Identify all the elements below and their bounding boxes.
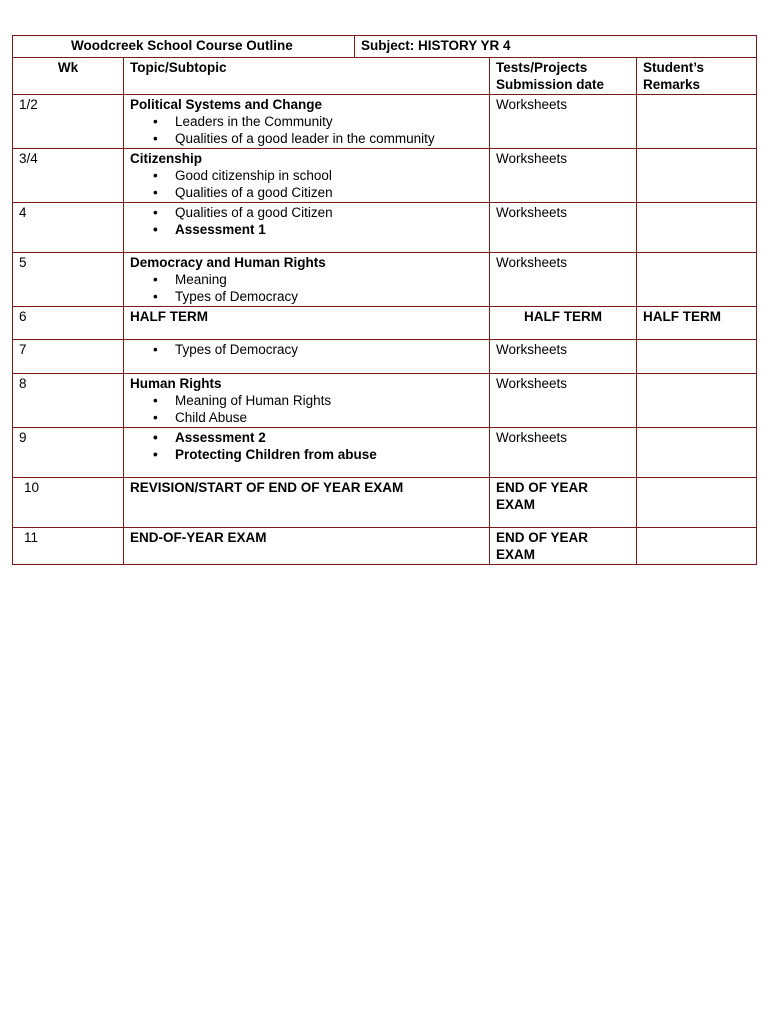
col-header-tests: Tests/Projects Submission date (490, 57, 637, 94)
topic-cell (124, 94, 490, 148)
week-cell: 6 (13, 306, 124, 339)
list-item: • Types of Democracy (175, 288, 483, 305)
topic-cell (124, 202, 490, 252)
table-row (13, 94, 757, 148)
col-header-remarks: Student’s Remarks (637, 57, 757, 94)
remarks-cell (637, 527, 757, 564)
course-outline (12, 35, 756, 565)
subtopic-list (130, 341, 483, 358)
tests-cell: Worksheets (490, 94, 637, 148)
tests-cell: END OF YEAR EXAM (490, 477, 637, 527)
outline-header-table (12, 35, 757, 58)
list-item: • Qualities of a good Citizen (175, 204, 483, 221)
list-item: • Assessment 1 (175, 221, 483, 238)
list-item: • Protecting Children from abuse (175, 446, 483, 463)
week-cell: 10 (13, 477, 124, 527)
table-row (13, 477, 757, 527)
outline-header-row (13, 36, 757, 58)
remarks-cell (637, 148, 757, 202)
remarks-cell (637, 94, 757, 148)
topic-heading: Human Rights (130, 375, 222, 391)
col-header-wk: Wk (13, 57, 124, 94)
column-header-row (13, 57, 757, 94)
week-cell: 3/4 (13, 148, 124, 202)
subtopic-list (130, 113, 483, 147)
list-item: • Qualities of a good leader in the community (175, 130, 483, 147)
tests-cell: Worksheets (490, 252, 637, 306)
subject-label: Subject: HISTORY YR 4 (355, 36, 757, 58)
tests-cell: END OF YEAR EXAM (490, 527, 637, 564)
subtopic-list (130, 167, 483, 201)
tests-cell: Worksheets (490, 148, 637, 202)
tests-cell: HALF TERM (490, 306, 637, 339)
topic-heading: END-OF-YEAR EXAM (124, 527, 490, 564)
week-cell: 9 (13, 427, 124, 477)
tests-cell: Worksheets (490, 373, 637, 427)
col-header-topic: Topic/Subtopic (124, 57, 490, 94)
topic-cell (124, 339, 490, 373)
table-row (13, 373, 757, 427)
topic-heading: HALF TERM (124, 306, 490, 339)
table-row (13, 202, 757, 252)
tests-cell: Worksheets (490, 427, 637, 477)
topic-heading: Political Systems and Change (130, 96, 323, 112)
subtopic-list (130, 392, 483, 426)
table-row (13, 252, 757, 306)
document-title: Woodcreek School Course Outline (13, 36, 355, 58)
subtopic-list (130, 429, 483, 463)
topic-cell (124, 252, 490, 306)
remarks-cell: HALF TERM (637, 306, 757, 339)
remarks-cell (637, 202, 757, 252)
tests-cell: Worksheets (490, 339, 637, 373)
week-cell: 4 (13, 202, 124, 252)
table-row (13, 427, 757, 477)
remarks-cell (637, 477, 757, 527)
list-item: • Meaning (175, 271, 483, 288)
week-cell: 1/2 (13, 94, 124, 148)
week-cell: 7 (13, 339, 124, 373)
topic-cell (124, 148, 490, 202)
topic-cell (124, 427, 490, 477)
course-table (12, 57, 757, 565)
table-row (13, 339, 757, 373)
list-item: • Good citizenship in school (175, 167, 483, 184)
topic-heading: REVISION/START OF END OF YEAR EXAM (124, 477, 490, 527)
remarks-cell (637, 339, 757, 373)
remarks-cell (637, 252, 757, 306)
table-row (13, 306, 757, 339)
topic-cell (124, 373, 490, 427)
remarks-cell (637, 427, 757, 477)
week-cell: 5 (13, 252, 124, 306)
table-row (13, 527, 757, 564)
list-item: • Assessment 2 (175, 429, 483, 446)
list-item: • Leaders in the Community (175, 113, 483, 130)
week-cell: 8 (13, 373, 124, 427)
remarks-cell (637, 373, 757, 427)
tests-cell: Worksheets (490, 202, 637, 252)
list-item: • Child Abuse (175, 409, 483, 426)
topic-heading: Citizenship (130, 150, 203, 166)
list-item: • Meaning of Human Rights (175, 392, 483, 409)
list-item: • Types of Democracy (175, 341, 483, 358)
table-row (13, 148, 757, 202)
week-cell: 11 (13, 527, 124, 564)
subtopic-list (130, 271, 483, 305)
topic-heading: Democracy and Human Rights (130, 254, 326, 270)
subtopic-list (130, 204, 483, 238)
list-item: • Qualities of a good Citizen (175, 184, 483, 201)
